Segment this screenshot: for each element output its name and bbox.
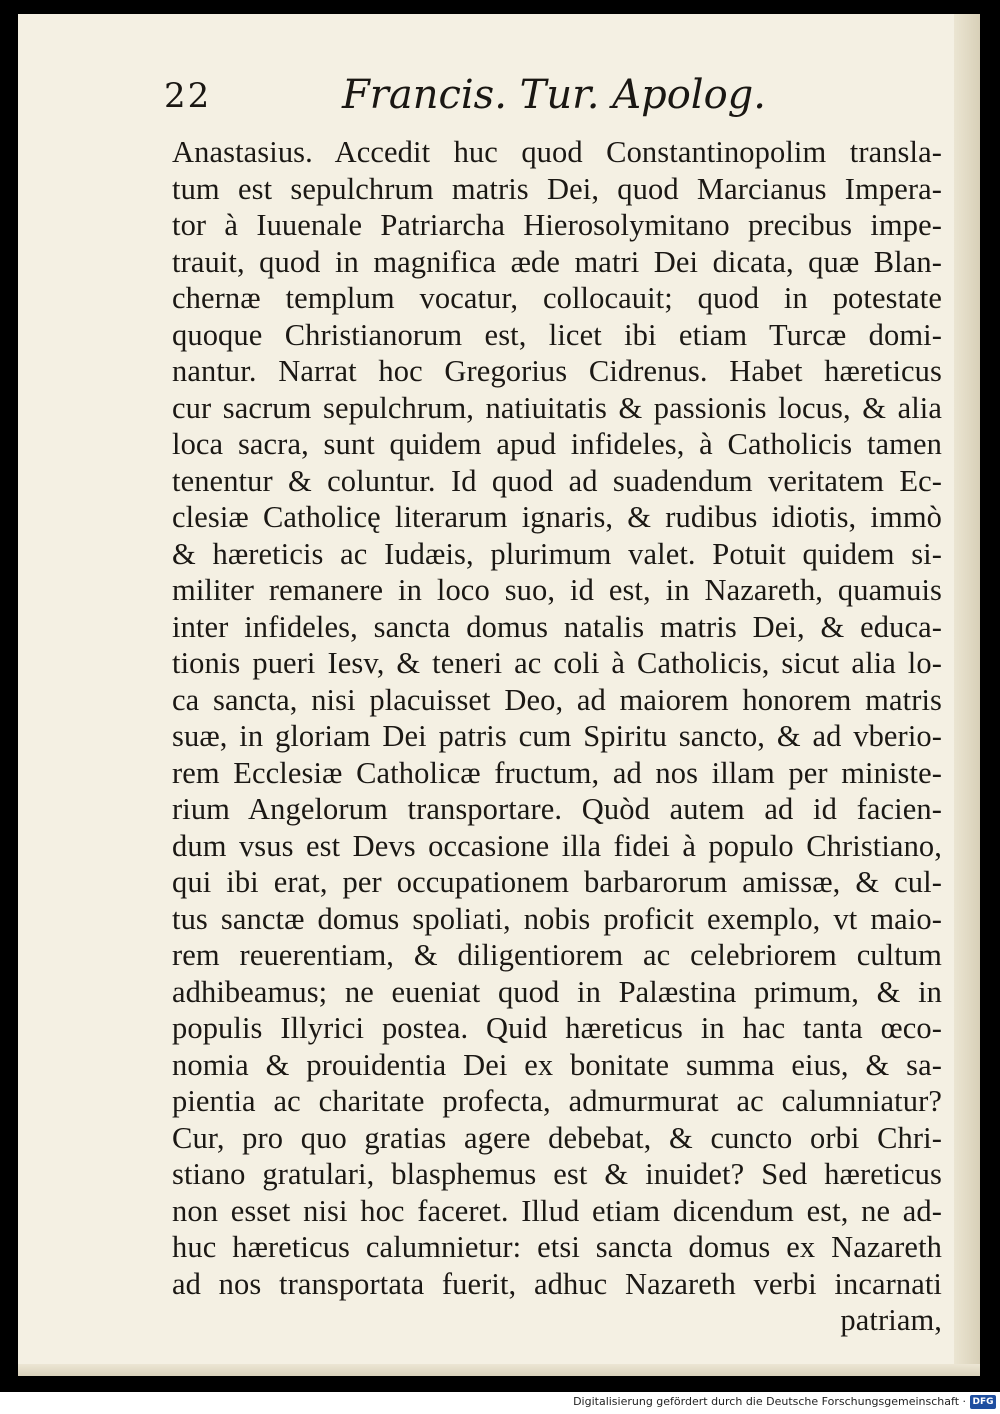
body-text xyxy=(172,134,942,1339)
text-line: trauit, quod in magnifica æde matri Dei dicata, quæ Blan- xyxy=(172,244,942,279)
text-line: stiano gratulari, blasphemus est & inuidet? Sed hæreticus xyxy=(172,1157,942,1191)
text-line: militer remanere in loco suo, id est, in Nazareth, quamuis xyxy=(172,573,942,607)
page-number: 22 xyxy=(164,76,212,116)
catchword: patriam, xyxy=(840,1303,942,1337)
text-line: huc hæreticus calumnietur: etsi sancta domus ex Nazareth xyxy=(172,1230,942,1264)
text-line: loca sacra, sunt quidem apud infideles, à Catholicis tamen xyxy=(172,427,942,461)
text-line: suæ, in gloriam Dei patris cum Spiritu sancto, & ad vberio- xyxy=(172,719,942,753)
text-line: tionis pueri Iesv, & teneri ac coli à Catholicis, sicut alia lo- xyxy=(172,646,942,680)
text-line: ad nos transportata fuerit, adhuc Nazareth verbi incarnati xyxy=(172,1266,942,1301)
text-line: pientia ac charitate profecta, admurmurat ac calumniatur? xyxy=(172,1084,942,1118)
text-line: tenentur & coluntur. Id quod ad suadendum veritatem Ec- xyxy=(172,463,942,498)
page-edge-bottom xyxy=(18,1364,980,1376)
text-line: rium Angelorum transportare. Quòd autem ad id facien- xyxy=(172,792,942,826)
text-line: non esset nisi hoc faceret. Illud etiam dicendum est, ne ad- xyxy=(172,1193,942,1228)
page-edge-right xyxy=(954,14,980,1376)
dfg-logo-icon: DFG xyxy=(970,1395,996,1409)
funding-notice: Digitalisierung gefördert durch die Deutsche Forschungsgemeinschaft · xyxy=(573,1395,966,1408)
text-line: rem reuerentiam, & diligentiorem ac celebriorem cultum xyxy=(172,938,942,972)
text-line: tus sanctæ domus spoliati, nobis proficit exemplo, vt maio- xyxy=(172,901,942,936)
text-line: nantur. Narrat hoc Gregorius Cidrenus. Habet hæreticus xyxy=(172,354,942,388)
text-line: Anastasius. Accedit huc quod Constantinopolim transla- xyxy=(172,135,942,169)
text-line: ca sancta, nisi placuisset Deo, ad maiorem honorem matris xyxy=(172,682,942,717)
text-line: & hæreticis ac Iudæis, plurimum valet. Potuit quidem si- xyxy=(172,536,942,571)
text-line: dum vsus est Devs occasione illa fidei à populo Christiano, xyxy=(172,828,942,863)
text-line: clesiæ Catholicę literarum ignaris, & rudibus idiotis, immò xyxy=(172,500,942,534)
text-line: cur sacrum sepulchrum, natiuitatis & passionis locus, & alia xyxy=(172,390,942,425)
text-line: nomia & prouidentia Dei ex bonitate summa eius, & sa- xyxy=(172,1047,942,1082)
text-line: populis Illyrici postea. Quid hæreticus in hac tanta œco- xyxy=(172,1011,942,1045)
text-line: quoque Christianorum est, licet ibi etiam Turcæ domi- xyxy=(172,317,942,352)
page-header xyxy=(164,72,767,128)
running-head: Francis. Tur. Apolog. xyxy=(342,72,767,118)
text-line: Cur, pro quo gratias agere debebat, & cuncto orbi Chri- xyxy=(172,1120,942,1155)
text-line: tor à Iuuenale Patriarcha Hierosolymitano precibus impe- xyxy=(172,208,942,242)
text-line: inter infideles, sancta domus natalis matris Dei, & educa- xyxy=(172,609,942,644)
text-line: tum est sepulchrum matris Dei, quod Marcianus Impera- xyxy=(172,171,942,206)
text-line: adhibeamus; ne eueniat quod in Palæstina primum, & in xyxy=(172,974,942,1009)
text-line: rem Ecclesiæ Catholicæ fructum, ad nos illam per ministe- xyxy=(172,755,942,790)
book-page xyxy=(18,14,980,1376)
digitization-footer xyxy=(0,1392,1000,1414)
text-line: qui ibi erat, per occupationem barbarorum amissæ, & cul- xyxy=(172,865,942,899)
text-line: chernæ templum vocatur, collocauit; quod in potestate xyxy=(172,281,942,315)
